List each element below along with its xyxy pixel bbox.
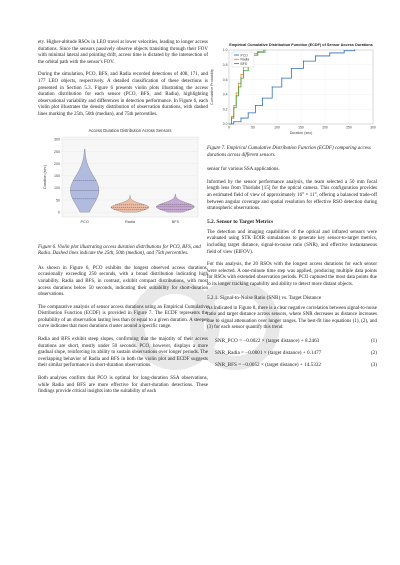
paragraph-violin-findings: As shown in Figure 6, PCO exhibits the longest observed access durations, occasionally exceeding 250 seconds, with a broad distribution indicating high variability. Radia and BFS, in contrast, exhibit compact distributions, with most access durations below 50 seconds, indicating their suitability for short-duration observations. — [38, 265, 208, 298]
ecdf-point-pco — [344, 50, 345, 51]
ecdf-point-pco — [262, 98, 263, 99]
legend-label: Radia — [240, 57, 250, 62]
chart-title: Access Duration Distribution Across Sensors — [88, 127, 172, 133]
x-tick-label: 50 — [251, 125, 255, 130]
y-tick-label: 0.0 — [222, 122, 228, 127]
y-tick-label: 0.2 — [222, 107, 228, 112]
figure-7 — [207, 40, 377, 143]
x-tick-label: 0 — [228, 125, 230, 130]
paragraph-snr-correlation: As indicated in Figure 8, there is a clear negative correlation between signal-to-noise ratio and target distance across sensors, where SNR decreases as distance increases due to signal attenuation over longer ranges. The best-fit line equations (1), (2), and (3) for each sensor quantify this trend: — [207, 305, 377, 331]
ecdf-point-pco — [248, 112, 249, 113]
equation-1-number: (1) — [370, 337, 377, 344]
paragraph-ssa-applications: sensor for various SSA applications. — [207, 167, 280, 173]
y-tick-label: 300 — [54, 137, 60, 142]
ecdf-point-pco — [303, 61, 304, 62]
ecdf-point-pco — [329, 52, 330, 53]
x-tick-label: 300 — [370, 125, 376, 130]
figure-7-caption: Figure 7. Empirical Cumulative Distribution Function (ECDF) comparing access durations across different sensors. — [207, 146, 371, 158]
section-heading: 5.2. Sensor to Target Metrics — [207, 218, 274, 225]
subsection-heading: 5.2.1. Signal-to-Noise Ratio (SNR) vs. Target Distance — [207, 294, 322, 301]
ecdf-point-pco — [240, 118, 241, 119]
ecdf-point-radia — [231, 116, 232, 117]
y-tick-label: 0.8 — [222, 63, 228, 67]
paragraph-ecdf-intro: The comparative analysis of sensor access durations using an Empirical Cumulative Distribution Function (ECDF) is provided in Figure 7. The ECDF represents the probability of an observation lasting less than or equal to a given duration. A steeper curve indicates that most durations cluster around a specific range. — [38, 304, 208, 330]
ecdf-point-radia — [238, 83, 239, 84]
ecdf-point-bfs — [243, 70, 244, 71]
equation-1 — [207, 338, 377, 344]
x-tick-label: PCO — [80, 219, 89, 224]
y-axis-label: Cumulative Probability — [210, 69, 214, 105]
ecdf-point-radia — [263, 49, 264, 50]
paragraph-lens-selection: Informed by the sensor performance analysis, the team selected a 50 mm focal length lens from Thorlabs [15] for the optical camera. This configuration provides an estimated field of view of approximately 16° × 11°, offering a balanced trade-off between angular coverage and spatial resolution for effective RSO detection during stratospheric observations. — [207, 179, 377, 212]
paragraph-detections: During the simulation, PCO, BFS, and Radia recorded detections of 408, 171, and 177 LEO objects, respectively. A detailed classification of these detections is presented in Section 5.3. Figure 6 presents violin plots illustrating the access duration distribution for each sensor (PCO, BFS, and Radia), highlighting observational variability and differences in detection performance. In Figure 6, each violin plot illustrates the density distribution of observation durations, with dashed lines marking the 25th, 50th (median), and 75th percentiles. — [38, 72, 208, 117]
x-tick-label: 200 — [322, 125, 328, 130]
paragraph-rso-selection: For this analysis, the 20 RSOs with the longest access durations for each sensor were selected. A one-minute time step was applied, producing multiple data points for RSOs with extended observation periods. PCO captured the most data points due to its longer tracking capability and ability to detect more distant objects. — [207, 262, 377, 287]
y-tick-label: 150 — [54, 173, 60, 178]
ecdf-point-bfs — [231, 118, 232, 119]
paragraph-eoir-metrics: The detection and imaging capabilities of the optical and infrared sensors were evaluated using STK EOIR simulations to generate key sensor-to-target metrics, including target distance, signal-to-noise ratio (SNR), and effective instantaneous field of view (EIFOV). — [207, 229, 377, 255]
equation-3 — [207, 362, 377, 368]
ecdf-chart — [207, 40, 377, 138]
y-tick-label: 50 — [56, 197, 60, 202]
paragraph-ecdf-findings: Radia and BFS exhibit steep slopes, confirming that the majority of their access durations are short, mostly under 50 seconds. PCO, however, displays a more gradual slope, reinforcing its ability to sustain observations over longer periods. The overlapping behavior of Radia and BFS in both the violin plot and ECDF suggests their similar performance in short-duration observations. — [38, 337, 208, 369]
ecdf-point-bfs — [238, 86, 239, 87]
ecdf-point-pco — [272, 86, 273, 87]
x-tick-label: Radia — [125, 219, 135, 224]
violin-chart — [38, 125, 208, 237]
ecdf-point-pco — [281, 78, 282, 79]
y-tick-label: 1.0 — [222, 48, 228, 53]
y-tick-label: 0.6 — [222, 77, 228, 82]
x-tick-label: 150 — [298, 125, 304, 130]
x-tick-label: 250 — [346, 125, 352, 130]
ecdf-point-pco — [291, 68, 292, 69]
ecdf-point-bfs — [240, 78, 241, 79]
x-tick-label: 100 — [274, 125, 280, 130]
paragraph-orbit-velocity: ety. Higher-altitude RSOs in LEO travel at lower velocities, leading to longer access durations. Since the sensors passively observe objects transiting through their FOV with minimal lateral and pointing drift, access time is dictated by the intersection of the orbital path with the sensor's FOV. — [38, 40, 208, 65]
ecdf-point-bfs — [233, 107, 234, 108]
left-column — [38, 40, 208, 402]
legend-label: PCO — [240, 53, 248, 58]
y-axis-label: Duration (sec) — [43, 164, 47, 189]
right-column — [207, 40, 377, 374]
legend-label: BFS — [240, 61, 247, 66]
equation-3-number: (3) — [370, 361, 377, 368]
ecdf-point-bfs — [236, 95, 237, 96]
paragraph-conclusion: Both analyses confirm that PCO is optimal for long-duration SSA observations, while Radia and BFS are more effective for short-duration detections. These findings provide critical insights into the suitability of each — [38, 376, 208, 395]
figure-6-caption: Figure 6. Violin plot illustrating access duration distributions for PCO, BFS, and Radia. Dashed lines indicate the 25th, 50th (median), and 75th percentiles. — [38, 244, 201, 257]
ecdf-point-radia — [233, 105, 234, 106]
equation-2-number: (2) — [370, 349, 377, 356]
y-tick-label: 0.4 — [222, 92, 228, 97]
x-axis-label: Duration (sec) — [289, 131, 313, 135]
y-tick-label: 0 — [58, 209, 60, 214]
y-tick-label: 200 — [54, 161, 60, 166]
ecdf-point-pco — [233, 121, 234, 122]
ecdf-point-pco — [255, 105, 256, 106]
figure-6 — [38, 125, 208, 242]
ecdf-point-pco — [354, 49, 355, 50]
ecdf-point-bfs — [257, 52, 258, 53]
equation-1-body: SNR_PCO = −0.0022 × (target distance) + 8.2463 — [215, 337, 320, 344]
chart-title: Empirical Cumulative Distribution Function (ECDF) of Sensor Access Durations — [229, 43, 373, 47]
equation-2-body: SNR_Radia = −0.0001 × (target distance) + 0.1477 — [215, 349, 322, 356]
equation-2 — [207, 350, 377, 356]
ecdf-point-pco — [315, 55, 316, 56]
ecdf-point-radia — [236, 92, 237, 93]
legend — [232, 52, 254, 67]
ecdf-point-radia — [240, 74, 241, 75]
equation-3-body: SNR_BFS = −0.0052 × (target distance) + 14.5332 — [215, 361, 321, 368]
ecdf-point-bfs — [228, 123, 229, 124]
x-tick-label: BFS — [171, 219, 180, 224]
y-tick-label: 100 — [54, 185, 60, 190]
ecdf-point-bfs — [264, 49, 265, 50]
y-tick-label: 250 — [54, 149, 60, 154]
